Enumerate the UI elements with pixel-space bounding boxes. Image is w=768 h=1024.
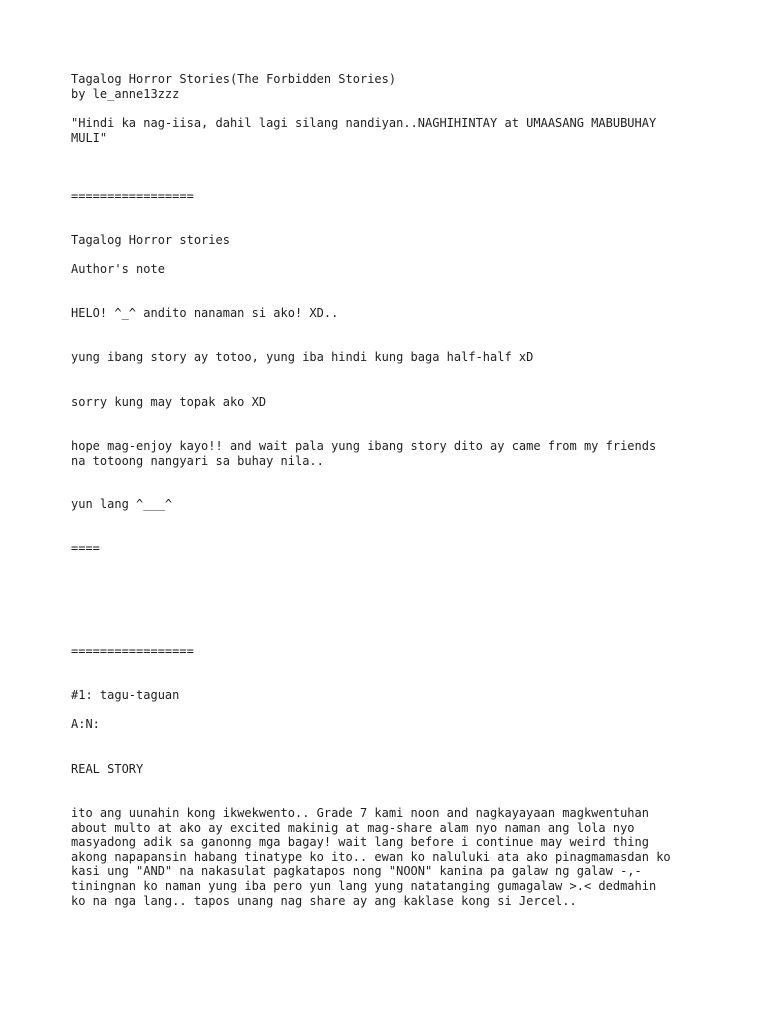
note-apology: sorry kung may topak ako XD xyxy=(71,395,267,409)
story-paragraph-line: tiningnan ko naman yung iba pero yun lang yung natatanging gumagalaw >.< dedmahin xyxy=(71,879,657,893)
separator: ================= xyxy=(71,189,194,203)
epigraph-line: MULI" xyxy=(71,131,108,145)
story-an-label: A:N: xyxy=(71,717,100,731)
note-greeting: HELO! ^_^ andito nanaman si ako! XD.. xyxy=(71,306,339,320)
separator: ================= xyxy=(71,644,194,658)
story-paragraph-line: about multo at ako ay excited makinig at mag-share alam nyo naman ang lola nyo xyxy=(71,820,635,835)
separator-short: ==== xyxy=(71,541,100,555)
note-signoff: yun lang ^___^ xyxy=(71,497,173,511)
note-hope-line: na totoong nangyari sa buhay nila.. xyxy=(71,454,324,468)
story-paragraph-line: masyadong adik sa ganonng mga bagay! wait lang before i continue may weird thing xyxy=(71,835,649,850)
story-paragraph-line: kasi ung "AND" na nakasulat pagkatapos nong "NOON" kanina pa galaw ng galaw -,- xyxy=(71,864,642,879)
author-byline: by le_anne13zzz xyxy=(71,87,180,101)
story-label: REAL STORY xyxy=(71,762,144,776)
authors-note-heading: Author's note xyxy=(71,262,165,276)
section-title: Tagalog Horror stories xyxy=(71,233,230,247)
note-story-truth: yung ibang story ay totoo, yung iba hindi kung baga half-half xD xyxy=(71,350,534,364)
story-paragraph-line: ko na nga lang.. tapos unang nag share ay ang kaklase kong si Jercel.. xyxy=(71,893,577,908)
story-paragraph-line: akong napapansin habang tinatype ko ito.. ewan ko naluluki ata ako pinagmamasdan ko xyxy=(71,849,671,864)
story-paragraph-line: ito ang uunahin kong ikwekwento.. Grade 7 kami noon and nagkayayaan magkwentuhan xyxy=(71,806,649,820)
document-title: Tagalog Horror Stories(The Forbidden Stories) xyxy=(71,72,397,86)
note-hope-line: hope mag-enjoy kayo!! and wait pala yung ibang story dito ay came from my friends xyxy=(71,439,657,453)
story-title: #1: tagu-taguan xyxy=(71,688,180,702)
epigraph-line: "Hindi ka nag-iisa, dahil lagi silang nandiyan..NAGHIHINTAY at UMAASANG MABUBUHAY xyxy=(71,116,657,130)
